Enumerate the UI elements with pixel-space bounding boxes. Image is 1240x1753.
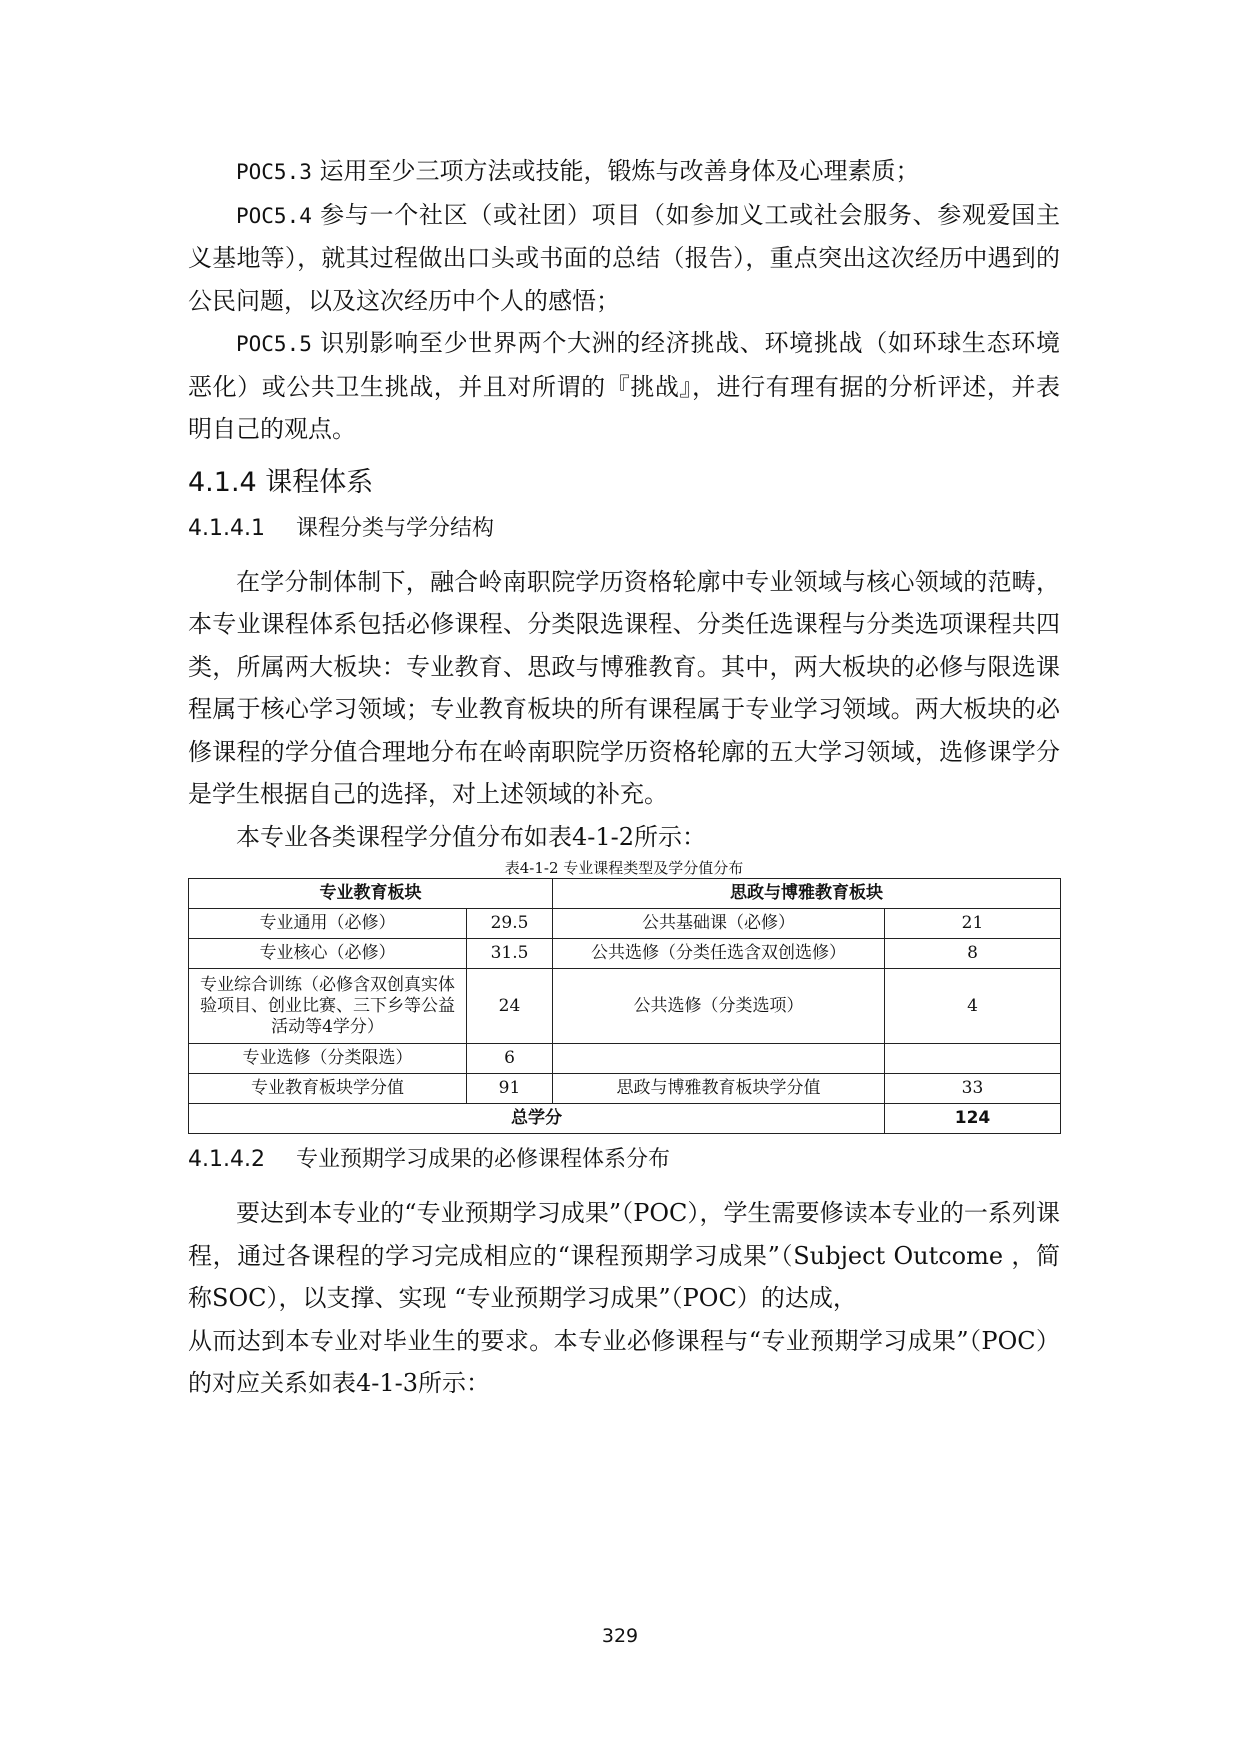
table-row (189, 1074, 1061, 1104)
table-header-row (189, 879, 1061, 909)
subsection-title: 专业预期学习成果的必修课程体系分布 (296, 1147, 671, 1172)
poc-code: POC5.4 (236, 203, 312, 228)
course-type-cell: 公共基础课（必修） (553, 909, 885, 939)
course-type-cell (553, 1044, 885, 1074)
table-row (189, 1044, 1061, 1074)
table-row (189, 909, 1061, 939)
total-value: 124 (885, 1104, 1061, 1134)
course-type-cell: 公共选修（分类任选含双创选修） (553, 939, 885, 969)
credit-cell: 6 (467, 1044, 553, 1074)
poc-text: 参与一个社区（或社团）项目（如参加义工或社会服务、参观爱国主义基地等），就其过程做出口头或书面的总结（报告），重点突出这次经历中遇到的公民问题，以及这次经历中个人的感悟； (188, 200, 1060, 315)
poc-5-5-paragraph (188, 322, 1060, 451)
section-number: 4.1.4 (188, 466, 257, 498)
course-type-cell: 思政与博雅教育板块学分值 (553, 1074, 885, 1104)
curriculum-paragraph: 在学分制体制下，融合岭南职院学历资格轮廓中专业领域与核心领域的范畴，本专业课程体系包括必修课程、分类限选课程、分类任选课程与分类选项课程共四类，所属两大板块：专业教育、思政与博雅教育。其中，两大板块的必修与限选课程属于核心学习领域；专业教育板块的所有课程属于专业学习领域。两大板块的必修课程的学分值合理地分布在岭南职院学历资格轮廓的五大学习领域，选修课学分是学生根据自己的选择，对上述领域的补充。 (188, 567, 1060, 808)
header-liberal-block: 思政与博雅教育板块 (553, 879, 1061, 909)
subsection-heading-1 (188, 511, 1060, 547)
course-type-cell: 专业核心（必修） (189, 939, 467, 969)
credit-cell (885, 1044, 1061, 1074)
course-type-cell: 专业综合训练（必修含双创真实体验项目、创业比赛、三下乡等公益活动等4学分） (189, 969, 467, 1044)
subsection-title: 课程分类与学分结构 (296, 515, 495, 541)
credit-cell: 24 (467, 969, 553, 1044)
course-type-cell: 专业选修（分类限选） (189, 1044, 467, 1074)
credit-cell: 8 (885, 939, 1061, 969)
poc-text: 识别影响至少世界两个大洲的经济挑战、环境挑战（如环球生态环境恶化）或公共卫生挑战，并且对所谓的『挑战』，进行有理有据的分析评述，并表明自己的观点。 (188, 329, 1060, 443)
section-title: 课程体系 (265, 466, 374, 498)
poc-5-4-paragraph (188, 194, 1060, 323)
header-professional-block: 专业教育板块 (189, 879, 553, 909)
page-number: 329 (601, 1625, 639, 1647)
subsection-number: 4.1.4.2 (188, 1147, 265, 1172)
total-row (189, 1104, 1061, 1134)
credit-cell: 33 (885, 1074, 1061, 1104)
total-label: 总学分 (189, 1104, 885, 1134)
subsection-number: 4.1.4.1 (188, 515, 265, 541)
table-row (189, 969, 1061, 1044)
poc-code: POC5.5 (236, 332, 312, 356)
poc-code: POC5.3 (236, 160, 312, 184)
poc-text: 运用至少三项方法或技能，锻炼与改善身体及心理素质； (311, 157, 920, 185)
credit-cell: 91 (467, 1074, 553, 1104)
credit-cell: 21 (885, 909, 1061, 939)
course-type-cell: 专业教育板块学分值 (189, 1074, 467, 1104)
credit-cell: 31.5 (467, 939, 553, 969)
subsection-heading-2 (188, 1142, 1060, 1178)
table-caption: 表4-1-2 专业课程类型及学分值分布 (504, 859, 744, 877)
section-heading (188, 461, 1060, 505)
document-body (188, 150, 1060, 1405)
table-intro-paragraph: 本专业各类课程学分值分布如表4-1-2所示： (236, 822, 707, 851)
poc-mapping-paragraph: 要达到本专业的“专业预期学习成果”（POC），学生需要修读本专业的一系列课程，通过各课程的学习完成相应的“课程预期学习成果”（Subject Outcome ，简称SOC），以支撑、实现 “专业预期学习成果”（POC）的达成， (188, 1199, 1060, 1312)
credit-distribution-table (188, 878, 1061, 1134)
credit-cell: 4 (885, 969, 1061, 1044)
poc-mapping-paragraph-end: 从而达到本专业对毕业生的要求。本专业必修课程与“专业预期学习成果”（POC）的对应关系如表4-1-3所示： (188, 1326, 1060, 1397)
table-row (189, 939, 1061, 969)
credit-cell: 29.5 (467, 909, 553, 939)
course-type-cell: 专业通用（必修） (189, 909, 467, 939)
poc-5-3-paragraph (188, 150, 1060, 194)
course-type-cell: 公共选修（分类选项） (553, 969, 885, 1044)
